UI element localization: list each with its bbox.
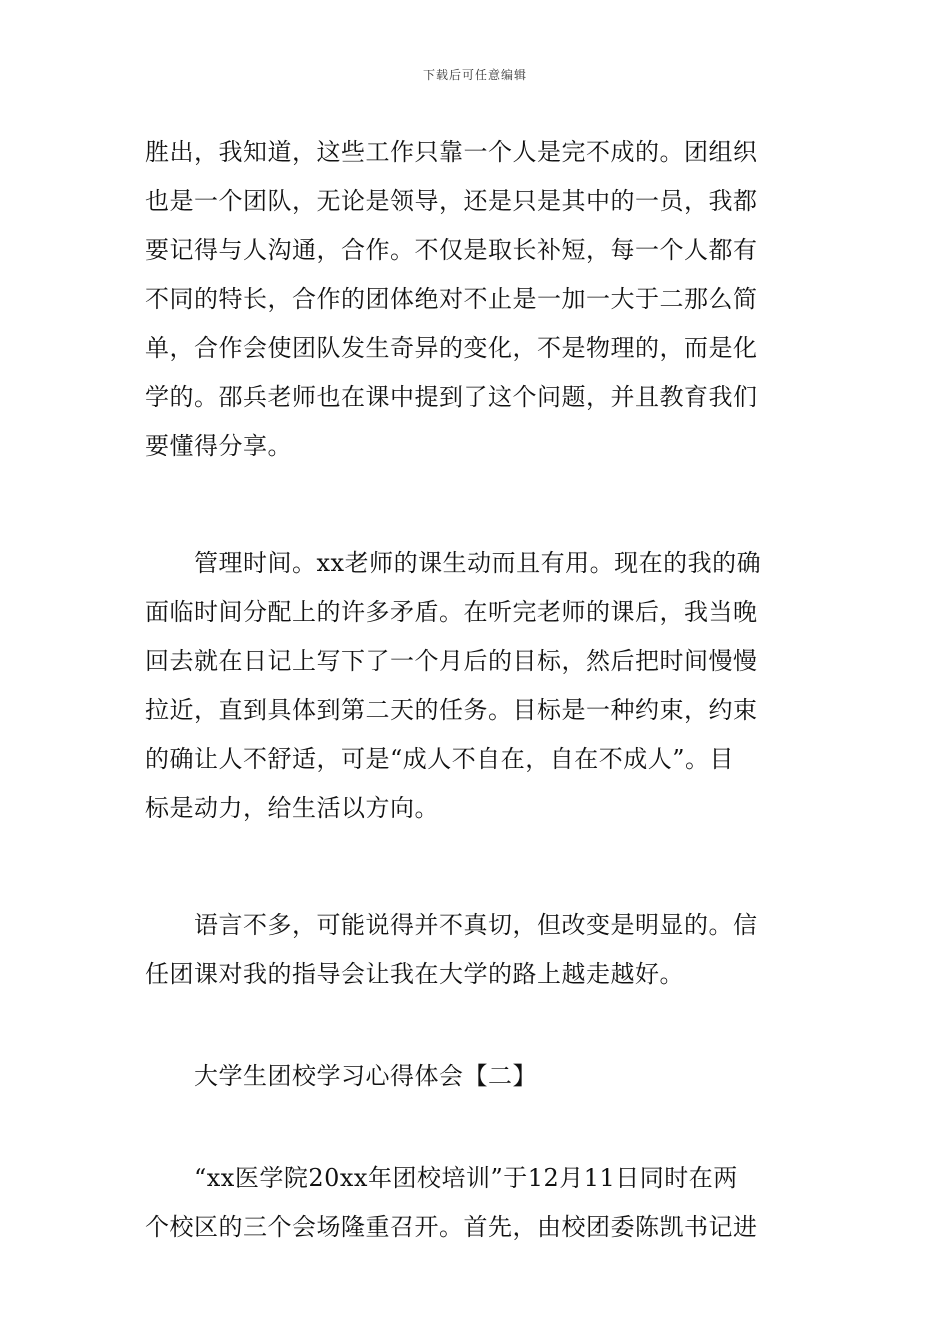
- section-title: 大学生团校学习心得体会【二】: [145, 1062, 537, 1090]
- text-line: 个校区的三个会场隆重召开。首先，由校团委陈凯书记进: [145, 1213, 758, 1241]
- paragraph-teamwork: [145, 128, 807, 471]
- text-line: 任团课对我的指导会让我在大学的路上越走越好。: [145, 960, 684, 988]
- paragraph-time-management: [145, 539, 807, 833]
- paragraph-spacer: [145, 999, 807, 1052]
- paragraph-conclusion: [145, 901, 807, 999]
- text-line: 要懂得分享。: [145, 432, 292, 460]
- text-line: 不同的特长，合作的团体绝对不止是一加一大于二那么简: [145, 285, 758, 313]
- text-line: 也是一个团队，无论是领导，还是只是其中的一员，我都: [145, 187, 758, 215]
- paragraph-spacer: [145, 471, 807, 539]
- text-line: 要记得与人沟通，合作。不仅是取长补短，每一个人都有: [145, 236, 758, 264]
- paragraph-training-intro: [145, 1154, 807, 1252]
- section-heading: [145, 1052, 807, 1101]
- text-line: 拉近，直到具体到第二天的任务。目标是一种约束，约束: [145, 696, 758, 724]
- text-line: 胜出，我知道，这些工作只靠一个人是完不成的。团组织: [145, 138, 758, 166]
- paragraph-spacer: [145, 833, 807, 901]
- text-line: 的确让人不舒适，可是“成人不自在，自在不成人”。目: [145, 745, 735, 773]
- text-line: 面临时间分配上的许多矛盾。在听完老师的课后，我当晚: [145, 598, 758, 626]
- paragraph-spacer: [145, 1101, 807, 1154]
- text-line: 回去就在日记上写下了一个月后的目标，然后把时间慢慢: [145, 647, 758, 675]
- text-line: 学的。邵兵老师也在课中提到了这个问题，并且教育我们: [145, 383, 758, 411]
- text-line: 语言不多，可能说得并不真切，但改变是明显的。信: [145, 911, 758, 939]
- text-line: 标是动力，给生活以方向。: [145, 794, 439, 822]
- document-body: [145, 128, 807, 1252]
- text-line: “xx医学院20xx年团校培训”于12月11日同时在两: [145, 1164, 738, 1192]
- page-header-note: 下载后可任意编辑: [422, 68, 527, 82]
- text-line: 管理时间。xx老师的课生动而且有用。现在的我的确: [145, 549, 762, 577]
- text-line: 单，合作会使团队发生奇异的变化，不是物理的，而是化: [145, 334, 758, 362]
